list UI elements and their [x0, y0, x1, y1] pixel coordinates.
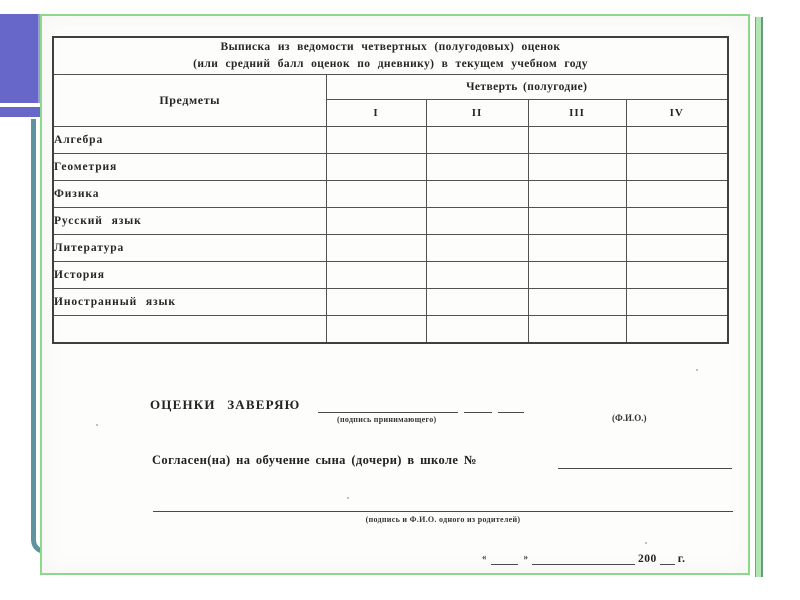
- grade-cell: [326, 208, 426, 235]
- subject-row: [53, 154, 728, 181]
- grade-cell: [326, 154, 426, 181]
- subject-label: Русский язык: [53, 208, 326, 235]
- certify-fio-caption: (Ф.И.О.): [612, 413, 647, 423]
- certify-signature-line: [318, 397, 458, 413]
- subject-label: История: [53, 262, 326, 289]
- grade-cell: [326, 316, 426, 344]
- grade-cell: [626, 208, 728, 235]
- grade-cell: [528, 127, 626, 154]
- col-header-q4: IV: [626, 100, 728, 127]
- subject-row: [53, 208, 728, 235]
- date-close-quote: »: [523, 551, 528, 562]
- subject-label: Литература: [53, 235, 326, 262]
- grade-cell: [528, 289, 626, 316]
- grades-table: [52, 36, 729, 344]
- table-title-row: [53, 37, 728, 75]
- subject-label: Иностранный язык: [53, 289, 326, 316]
- grade-cell: [528, 181, 626, 208]
- form-title: [53, 37, 728, 75]
- grade-cell: [426, 181, 528, 208]
- consent-school-number-line: [558, 453, 732, 469]
- date-year-suffix: г.: [677, 553, 686, 565]
- grade-cell: [426, 235, 528, 262]
- date-line: [482, 549, 689, 565]
- subject-row: [53, 181, 728, 208]
- table-header-row: [53, 75, 728, 100]
- accent-bar: [0, 14, 40, 103]
- col-header-subjects: Предметы: [53, 75, 326, 127]
- grade-cell: [528, 316, 626, 344]
- grade-cell: [326, 289, 426, 316]
- subject-row: [53, 235, 728, 262]
- form-title-line1: Выписка из ведомости четвертных (полугодовых) оценок: [220, 41, 561, 54]
- grade-cell: [426, 208, 528, 235]
- subject-label: Физика: [53, 181, 326, 208]
- subject-row: [53, 289, 728, 316]
- grade-cell: [326, 181, 426, 208]
- subject-row-empty: [53, 316, 728, 344]
- scan-speck: [696, 369, 698, 371]
- grade-cell: [528, 262, 626, 289]
- date-century: 200: [638, 553, 657, 565]
- grade-cell: [326, 127, 426, 154]
- grade-cell: [528, 235, 626, 262]
- grade-cell: [626, 262, 728, 289]
- scan-speck: [347, 497, 349, 499]
- grade-cell: [426, 316, 528, 344]
- certify-label: ОЦЕНКИ ЗАВЕРЯЮ: [150, 397, 301, 412]
- certify-signature-line-2: [464, 397, 492, 413]
- grade-cell: [626, 316, 728, 344]
- col-header-q2: II: [426, 100, 528, 127]
- subject-label: [53, 316, 326, 344]
- grade-cell: [626, 235, 728, 262]
- scan-speck: [96, 424, 98, 426]
- col-header-q1: I: [326, 100, 426, 127]
- date-day-blank: [491, 551, 518, 565]
- slide-frame-outer-band: [755, 17, 763, 577]
- grade-cell: [426, 289, 528, 316]
- date-open-quote: «: [482, 551, 487, 562]
- grade-cell: [326, 262, 426, 289]
- form-title-line2: (или средний балл оценок по дневнику) в текущем учебном году: [193, 58, 588, 70]
- grade-cell: [426, 154, 528, 181]
- grade-cell: [626, 154, 728, 181]
- consent-text: Согласен(на) на обучение сына (дочери) в школе №: [152, 453, 477, 467]
- grade-cell: [426, 262, 528, 289]
- subject-row: [53, 262, 728, 289]
- subject-label: Алгебра: [53, 127, 326, 154]
- grade-cell: [626, 289, 728, 316]
- subject-label: Геометрия: [53, 154, 326, 181]
- grade-cell: [626, 127, 728, 154]
- parent-signature-caption: (подпись и Ф.И.О. одного из родителей): [365, 515, 521, 524]
- col-header-quarter: Четверть (полугодие): [326, 75, 728, 100]
- certify-signature-caption: (подпись принимающего): [337, 415, 437, 424]
- grade-cell: [426, 127, 528, 154]
- grade-cell: [528, 208, 626, 235]
- scanned-grade-form: [42, 16, 748, 573]
- date-year-blank: [660, 551, 675, 565]
- certify-signature-line-3: [498, 397, 524, 413]
- subject-row: [53, 127, 728, 154]
- scan-speck: [645, 542, 647, 544]
- parent-signature-line: [153, 496, 733, 512]
- date-month-blank: [532, 551, 635, 565]
- grade-cell: [528, 154, 626, 181]
- accent-bar-stripe: [0, 107, 40, 117]
- grade-cell: [326, 235, 426, 262]
- col-header-q3: III: [528, 100, 626, 127]
- grade-cell: [626, 181, 728, 208]
